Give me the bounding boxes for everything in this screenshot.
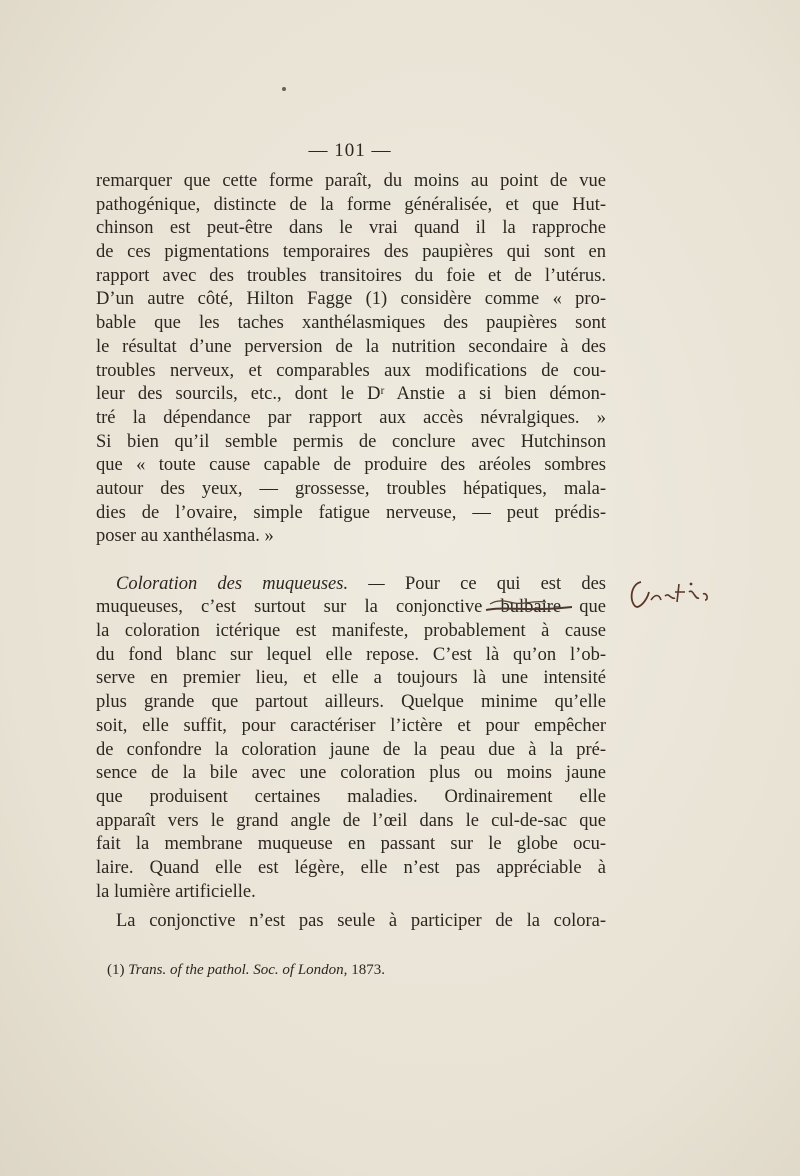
text-line: apparaît vers le grand angle de l’œil dans le cul-de-sac que [96,810,606,831]
text-line: que « toute cause capable de produire des aréoles sombres [96,455,606,476]
handwritten-margin-note [625,570,715,615]
text-line: chinson est peut-être dans le vrai quand il la rapproche [96,218,606,239]
text-line: fait la membrane muqueuse en passant sur le globe ocu- [96,834,606,855]
footnote-marker: (1) [107,962,125,978]
text-line: autour des yeux, — grossesse, troubles hépatiques, mala- [96,478,606,499]
text-line: soit, elle suffit, pour caractériser l’ictère et pour empêcher [96,715,606,736]
text-line: serve en premier lieu, et elle a toujours là une intensité [96,668,606,689]
footnote-source: Trans. of the pathol. Soc. of London, [128,962,348,978]
text-line: Si bien qu’il semble permis de conclure avec Hutchinson [96,431,606,452]
text-line: poser au xanthélasma. » [96,526,274,547]
section-heading: Coloration des muqueuses. — [116,573,385,594]
text-line: le résultat d’une perversion de la nutrition secondaire à des [96,336,606,357]
text-line: tré la dépendance par rapport aux accès névralgiques. » [96,407,606,428]
body-text [96,170,606,934]
text-line: bable que les taches xanthélasmiques des paupières sont [96,313,606,334]
text-line: D’un autre côté, Hilton Fagge (1) considère comme « pro- [96,289,606,310]
text-line: sence de la bile avec une coloration plus ou moins jaune [96,763,606,784]
footnote-year: 1873. [351,962,385,978]
page-number: — 101 — [308,140,392,161]
section-line-start: Pour ce qui est des [384,573,606,594]
text-line: La conjonctive n’est pas seule à participer de la colora- [116,911,606,932]
text-line: troubles nerveux, et comparables aux modifications de cou- [96,360,606,381]
text-line: leur des sourcils, etc., dont le Dʳ Anstie a si bien démon- [96,384,606,405]
text-line: du fond blanc sur lequel elle repose. C’est là qu’on l’ob- [96,644,606,665]
text-line: laire. Quand elle est légère, elle n’est pas appréciable à [96,857,606,878]
text-line: de ces pigmentations temporaires des paupières qui sont en [96,242,606,263]
text-line: plus grande que partout ailleurs. Quelque minime qu’elle [96,692,606,713]
text-line: de confondre la coloration jaune de la peau due à la pré- [96,739,606,760]
ink-speck [282,87,286,91]
text-line: rapport avec des troubles transitoires du foie et de l’utérus. [96,265,606,286]
text-line: que produisent certaines maladies. Ordinairement elle [96,786,606,807]
text-line: remarquer que cette forme paraît, du moins au point de vue [96,171,606,191]
pen-strikethrough [484,598,574,616]
text-line: la lumière artificielle. [96,881,256,902]
text-line: dies de l’ovaire, simple fatigue nerveuse, — peut prédis- [96,502,606,523]
text-line: la coloration ictérique est manifeste, probablement à cause [96,621,606,642]
footnote [107,962,527,979]
paragraph-gap [96,549,606,573]
text-line: pathogénique, distincte de la forme généralisée, et que Hut- [96,194,606,215]
section-first-line [96,573,606,597]
text-line: muqueuses, c’est surtout sur la conjonctive bulbaire que [96,597,606,618]
